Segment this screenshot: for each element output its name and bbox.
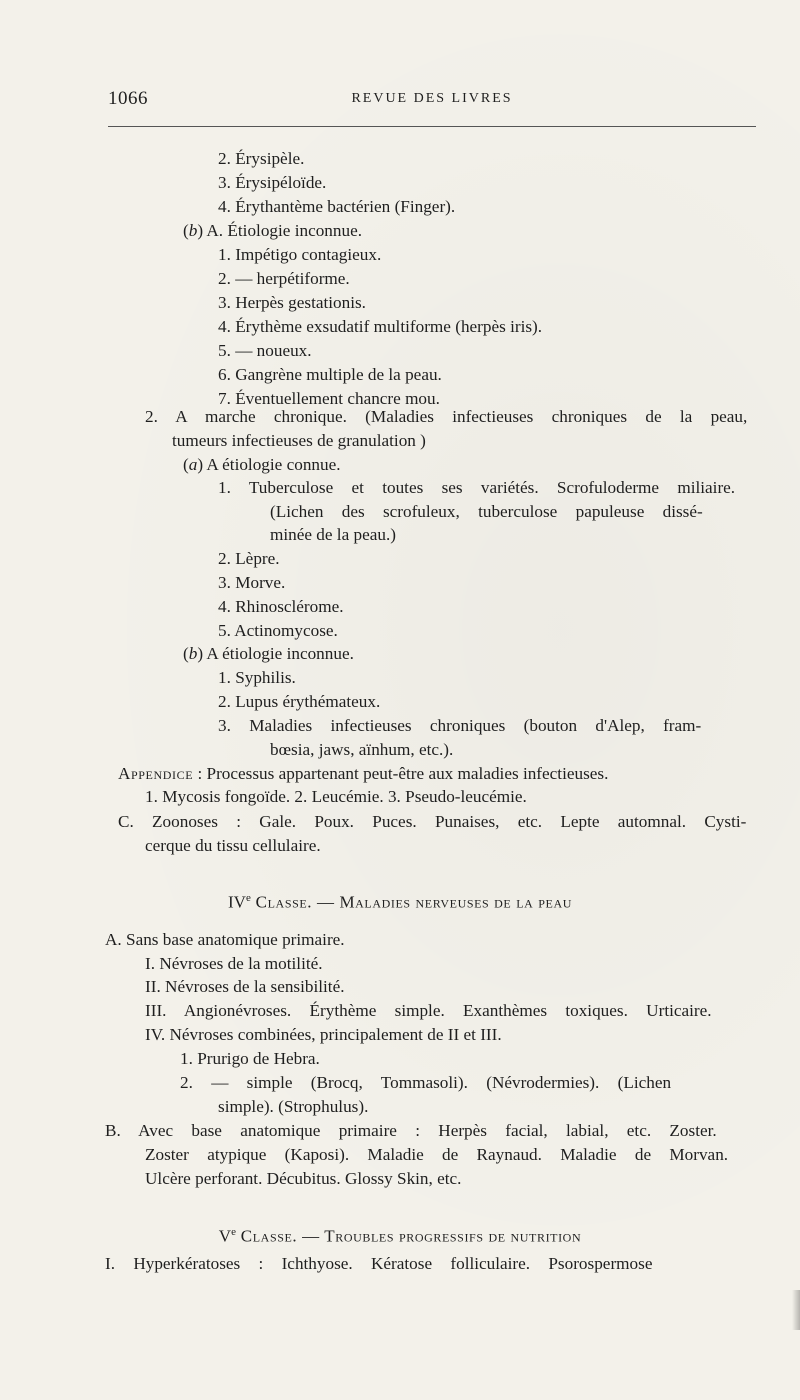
text-line: cerque du tissu cellulaire. — [145, 836, 321, 855]
text-line: C. Zoonoses : Gale. Poux. Puces. Punaises, etc. Lepte automnal. Cysti- — [118, 812, 747, 831]
text-line: tumeurs infectieuses de granulation ) — [172, 431, 426, 450]
text-line: 5. — noueux. — [218, 341, 312, 360]
text-line: III. Angionévroses. Érythème simple. Exanthèmes toxiques. Urticaire. — [145, 1001, 712, 1020]
page-edge-shadow — [792, 1290, 800, 1330]
section-heading: IVe Classe. — Maladies nerveuses de la peau — [227, 892, 572, 912]
running-title: REVUE DES LIVRES — [351, 91, 513, 106]
text-line: 4. Érythantème bactérien (Finger). — [218, 197, 456, 216]
text-line: 1. Prurigo de Hebra. — [180, 1049, 320, 1068]
text-line: 5. Actinomycose. — [218, 621, 338, 640]
text-line: 2. — herpétiforme. — [218, 269, 350, 288]
page-number: 1066 — [108, 88, 148, 109]
text-line: 1. Impétigo contagieux. — [218, 245, 382, 264]
text-line: (b) A étiologie inconnue. — [183, 644, 354, 663]
text-line: minée de la peau.) — [270, 525, 396, 544]
text-line: I. Névroses de la motilité. — [145, 954, 323, 973]
text-line: (Lichen des scrofuleux, tuberculose papuleuse dissé- — [270, 502, 703, 521]
text-line: 3. Herpès gestationis. — [218, 293, 366, 312]
text-line: 1. Tuberculose et toutes ses variétés. Scrofuloderme miliaire. — [218, 478, 736, 497]
page-header — [108, 88, 756, 118]
text-line: 6. Gangrène multiple de la peau. — [218, 365, 442, 384]
text-line: 1. Mycosis fongoïde. 2. Leucémie. 3. Pseudo-leucémie. — [145, 787, 527, 806]
text-line: Appendice : Processus appartenant peut-être aux maladies infectieuses. — [118, 764, 609, 783]
text-line: IV. Névroses combinées, principalement de II et III. — [145, 1025, 502, 1044]
text-line: 2. Lupus érythémateux. — [218, 692, 381, 711]
text-line: A. Sans base anatomique primaire. — [105, 930, 345, 949]
text-line: 3. Maladies infectieuses chroniques (bouton d'Alep, fram- — [218, 716, 702, 735]
text-line: 2. Lèpre. — [218, 549, 280, 568]
text-line: 2. Érysipèle. — [218, 149, 305, 168]
text-line: 4. Érythème exsudatif multiforme (herpès iris). — [218, 317, 543, 336]
text-line: 2. — simple (Brocq, Tommasoli). (Névrodermies). (Lichen — [180, 1073, 672, 1092]
text-line: Ulcère perforant. Décubitus. Glossy Skin, etc. — [145, 1169, 462, 1188]
text-line: 7. Éventuellement chancre mou. — [218, 389, 440, 408]
text-line: (b) A. Étiologie inconnue. — [183, 221, 363, 240]
header-rule — [108, 126, 756, 127]
text-line: 4. Rhinosclérome. — [218, 597, 344, 616]
section-heading: Ve Classe. — Troubles progressifs de nutrition — [218, 1226, 582, 1246]
text-line: B. Avec base anatomique primaire : Herpès facial, labial, etc. Zoster. — [105, 1121, 717, 1140]
appendix-label: Appendice — [118, 764, 194, 783]
text-line: 1. Syphilis. — [218, 668, 296, 687]
text-line: II. Névroses de la sensibilité. — [145, 977, 345, 996]
text-line: simple). (Strophulus). — [218, 1097, 369, 1116]
text-line: bœsia, jaws, aïnhum, etc.). — [270, 740, 454, 759]
text-line: Zoster atypique (Kaposi). Maladie de Raynaud. Maladie de Morvan. — [145, 1145, 729, 1164]
text-line: 3. Érysipéloïde. — [218, 173, 327, 192]
text-line: I. Hyperkératoses : Ichthyose. Kératose folliculaire. Psorospermose — [105, 1254, 653, 1273]
text-line: (a) A étiologie connue. — [183, 455, 341, 474]
text-line: 3. Morve. — [218, 573, 286, 592]
text-line: 2. A marche chronique. (Maladies infectieuses chroniques de la peau, — [145, 407, 748, 426]
